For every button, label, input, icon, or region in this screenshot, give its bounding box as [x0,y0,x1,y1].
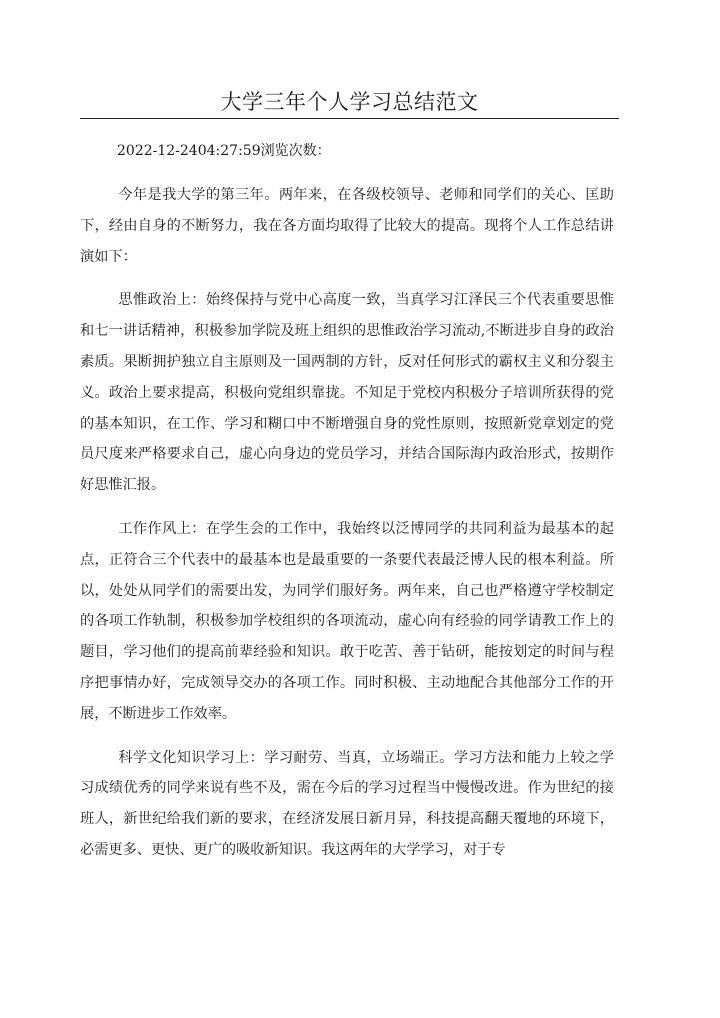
document-title: 大学三年个人学习总结范文 [220,90,479,114]
paragraph-intro: 今年是我大学的第三年。两年来，在各级校领导、老师和同学们的关心、匡助下，经由自身的不断努力，我在各方面均取得了比较大的提高。现将个人工作总结讲演如下： [80,187,614,265]
paragraph-politics: 思惟政治上：始终保持与党中心高度一致，当真学习江泽民三个代表重要思惟和七一讲话精神，积极参加学院及班上组织的思惟政治学习流动,不断进步自身的政治素质。果断拥护独立自主原则及一国两制的方针，反对任何形式的霸权主义和分裂主义。政治上要求提高，积极向党组织靠拢。不知足于党校内积极分子培训所获得的党的基本知识，在工作、学习和糊口中不断增强自身的党性原则，按照新党章划定的党员尺度来严格要求自己，虚心向身边的党员学习，并结合国际海内政治形式，按期作好思惟汇报。 [80,292,614,494]
document-body [80,180,614,879]
paragraph-work-style: 工作作风上：在学生会的工作中，我始终以泛博同学的共同利益为最基本的起点，正符合三个代表中的最基本也是最重要的一条要代表最泛博人民的根本利益。所以，处处从同学们的需要出发，为同学们服好务。两年来，自己也严格遵守学校制定的各项工作轨制，积极参加学校组织的各项流动，虚心向有经验的同学请教工作上的题目，学习他们的提高前辈经验和知识。敢于吃苦、善于钻研，能按划定的时间与程序把事情办好，完成领导交办的各项工作。同时积极、主动地配合其他部分工作的开展，不断进步工作效率。 [80,520,614,722]
paragraph-study: 科学文化知识学习上：学习耐劳、当真，立场端正。学习方法和能力上较之学习成绩优秀的同学来说有些不及，需在今后的学习过程当中慢慢改进。作为世纪的接班人，新世纪给我们新的要求，在经济发展日新月异，科技提高翻天覆地的环境下，必需更多、更快、更广的吸收新知识。我这两年的大学学习，对于专 [80,749,614,858]
title-divider [80,118,619,119]
publish-meta: 2022-12-2404:27:59浏览次数： [117,143,331,159]
